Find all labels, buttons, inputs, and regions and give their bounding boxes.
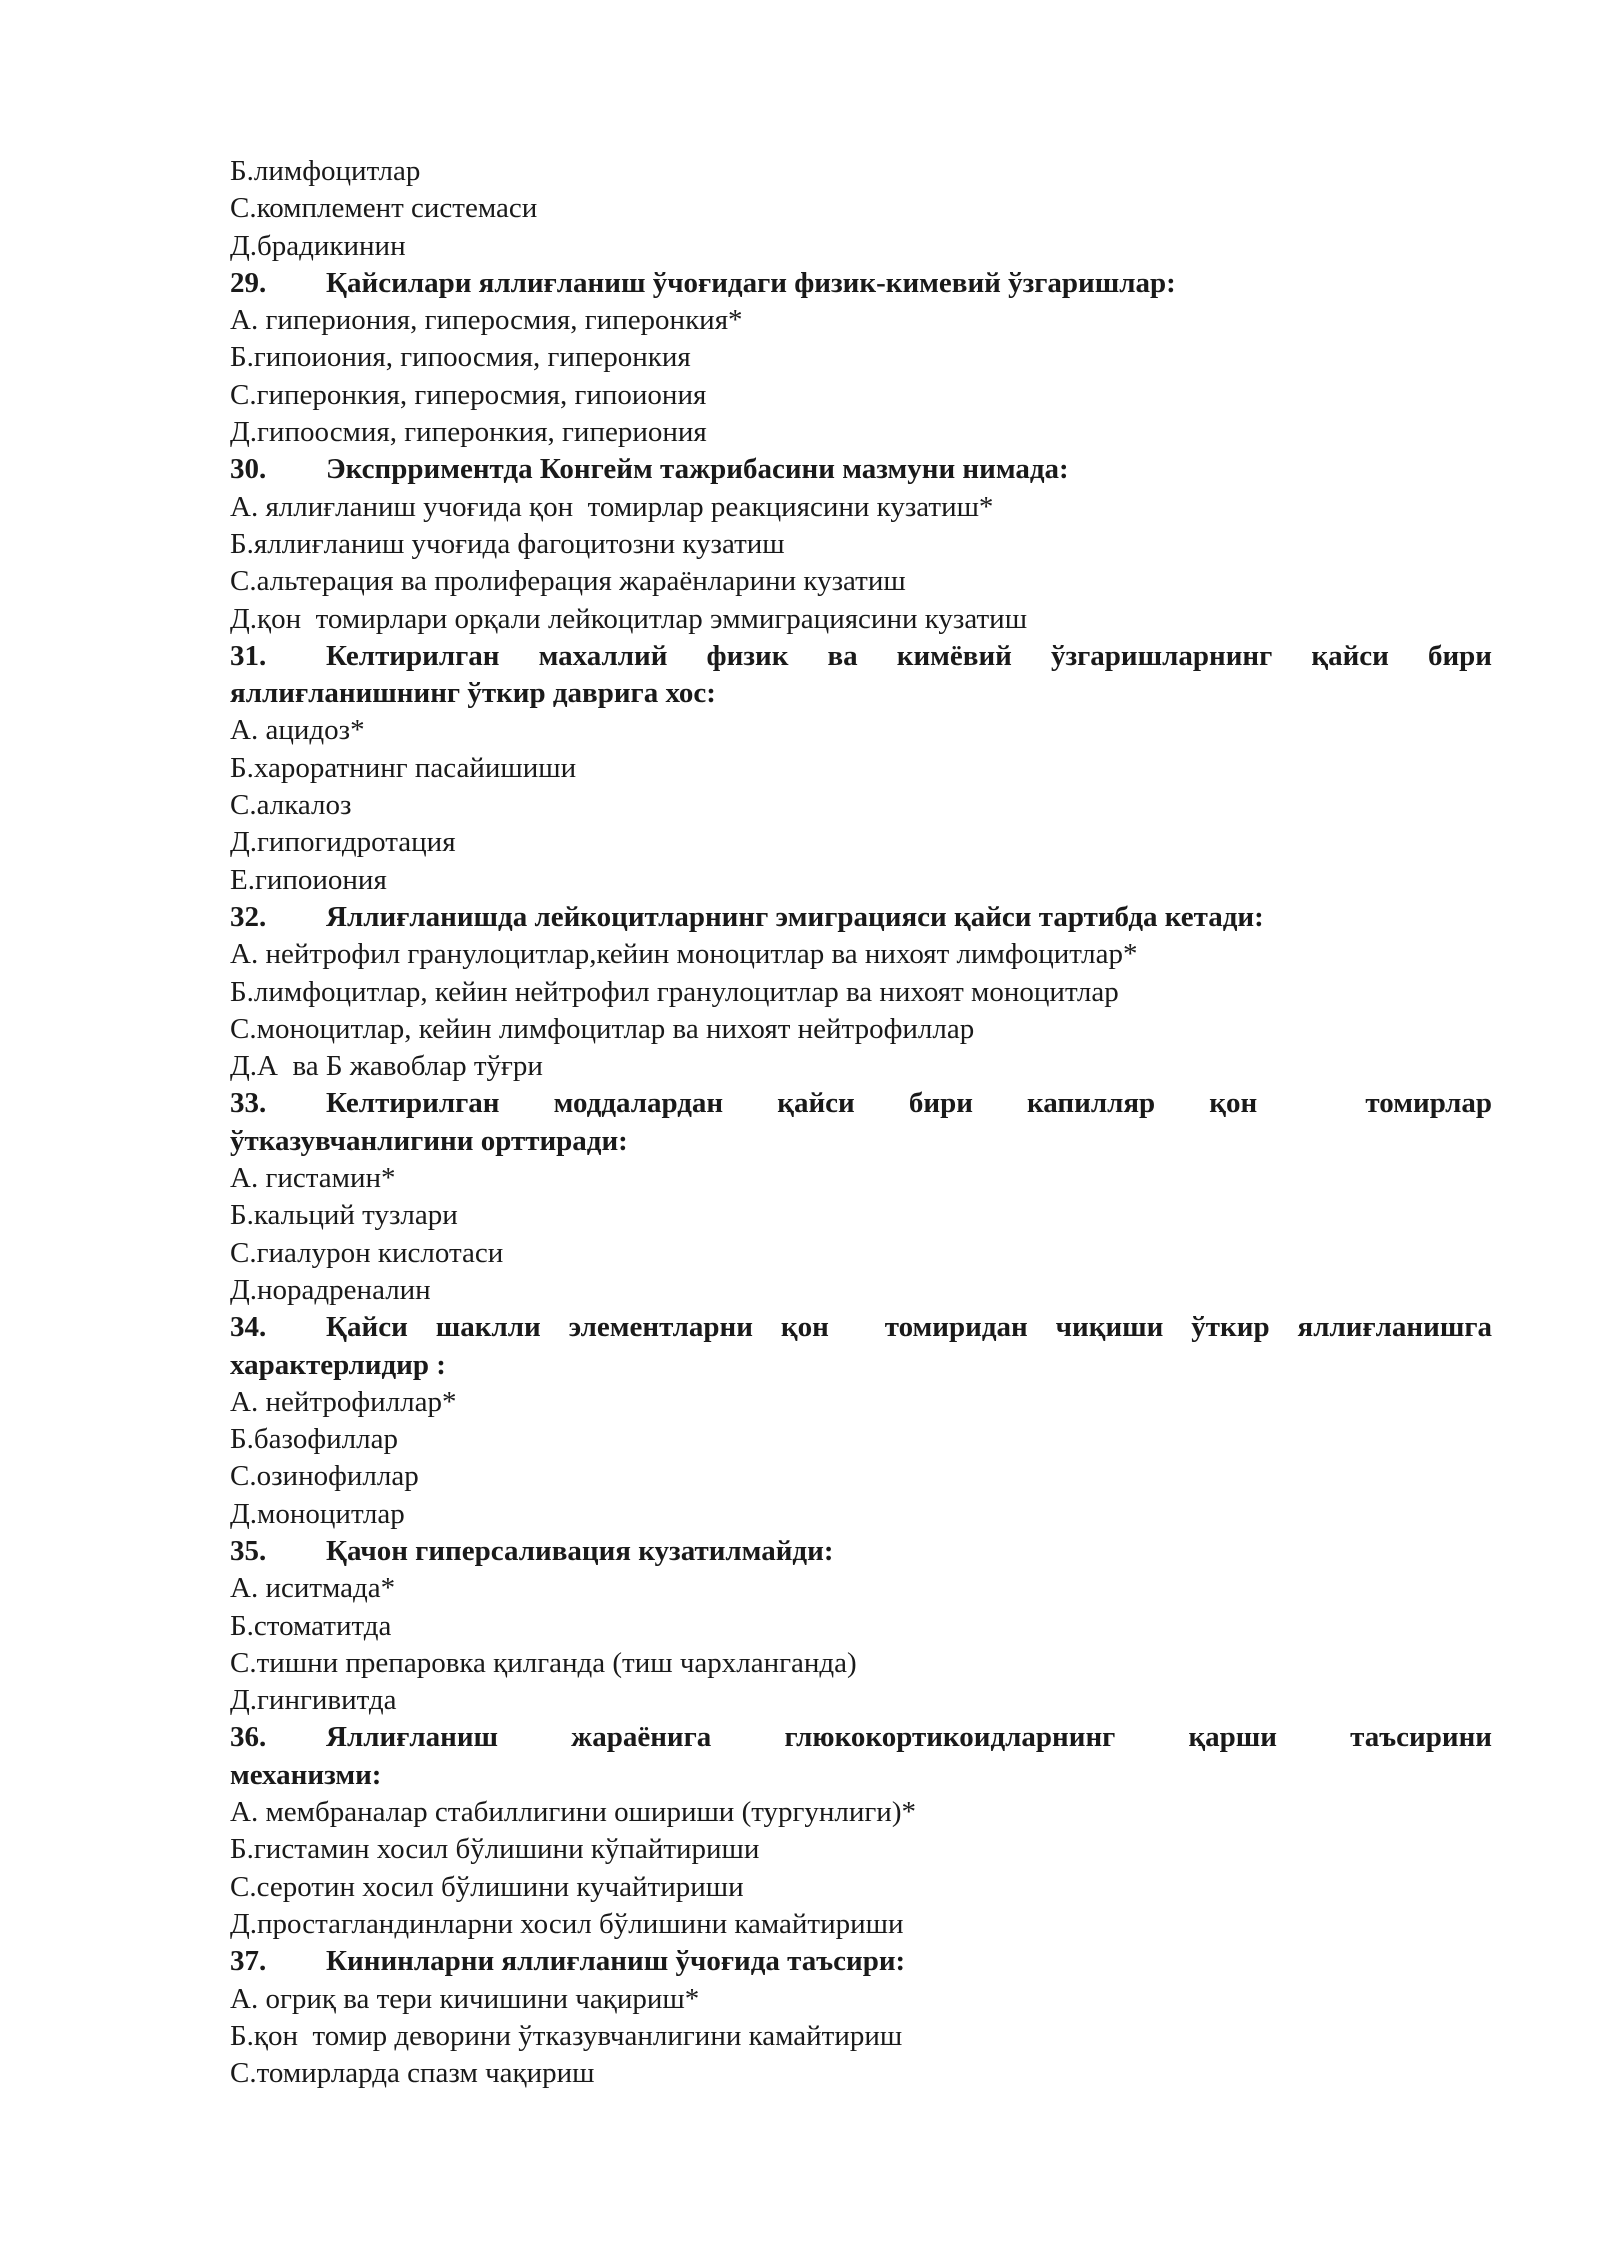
question-heading xyxy=(230,1719,1492,1756)
option: Б.яллиғланиш учоғида фагоцитозни кузатиш xyxy=(230,527,785,560)
option: Д.норадреналин xyxy=(230,1273,431,1306)
question-35 xyxy=(230,1533,1492,1570)
question-text: Экспрриментда Конгейм тажрибасини мазмуни нимада: xyxy=(326,453,1069,486)
question-29 xyxy=(230,265,1492,302)
option: Д.А ва Б жавоблар тўғри xyxy=(230,1050,543,1083)
option: А. нейтрофил гранулоцитлар,кейин моноцитлар ва нихоят лимфоцитлар* xyxy=(230,938,1138,971)
question-text-line-1: Келтирилган моддалардан қайси бири капилляр қон томирлар xyxy=(326,1087,1492,1120)
question-number: 33. xyxy=(230,1087,267,1120)
question-text-line-2: характерлидир : xyxy=(230,1348,446,1381)
option: Д.гипоосмия, гиперонкия, гипериония xyxy=(230,416,707,449)
option-b-lead: Б.лимфоцитлар xyxy=(230,155,421,187)
option: А. иситмада* xyxy=(230,1572,396,1605)
option: Д.простагландинларни хосил бўлишини камайтириши xyxy=(230,1907,904,1940)
question-number: 29. xyxy=(230,266,267,299)
option: С.моноцитлар, кейин лимфоцитлар ва нихоят нейтрофиллар xyxy=(230,1012,975,1045)
option: А. гипериония, гиперосмия, гиперонкия* xyxy=(230,304,743,337)
question-heading xyxy=(230,638,1492,675)
question-37 xyxy=(230,1943,1492,1980)
question-text: Қачон гиперсаливация кузатилмайди: xyxy=(326,1534,834,1567)
question-number: 34. xyxy=(230,1311,267,1344)
option: С.гиалурон кислотаси xyxy=(230,1236,504,1269)
question-heading xyxy=(230,1309,1492,1346)
option: С.алкалоз xyxy=(230,789,352,822)
question-30 xyxy=(230,451,1492,488)
option: С.серотин хосил бўлишини кучайтириши xyxy=(230,1870,744,1903)
option: Е.гипоиония xyxy=(230,863,387,896)
question-number: 30. xyxy=(230,453,267,486)
option: С.озинофиллар xyxy=(230,1460,419,1493)
option: А. яллиғланиш учоғида қон томирлар реакциясини кузатиш* xyxy=(230,490,994,523)
option: Д.қон томирлари орқали лейкоцитлар эммиграциясини кузатиш xyxy=(230,602,1028,635)
option-c-lead: С.комплемент системаси xyxy=(230,192,538,225)
option: А. ацидоз* xyxy=(230,714,365,747)
question-text-line-1: Яллиғланиш жараёнига глюкокортикоидларнинг қарши таъсирини xyxy=(326,1721,1492,1754)
question-text: Кининларни яллиғланиш ўчоғида таъсири: xyxy=(326,1945,906,1978)
option: Б.гипоиония, гипоосмия, гиперонкия xyxy=(230,341,691,374)
option: Д.гипогидротация xyxy=(230,826,456,859)
option: Б.гистамин хосил бўлишини кўпайтириши xyxy=(230,1833,760,1866)
option: Д.гингивитда xyxy=(230,1684,397,1717)
option: А. нейтрофиллар* xyxy=(230,1385,457,1418)
option: А. мембраналар стабиллигини ошириши (тургунлиги)* xyxy=(230,1796,916,1829)
question-number: 35. xyxy=(230,1534,267,1567)
question-33 xyxy=(230,1085,1492,1160)
question-text: Қайсилари яллиғланиш ўчоғидаги физик-кимевий ўзгаришлар: xyxy=(326,266,1176,299)
question-text-line-2: механизми: xyxy=(230,1758,382,1791)
question-text-line-2: яллиғланишнинг ўткир даврига хос: xyxy=(230,677,716,710)
document-content xyxy=(230,153,1492,2092)
question-32 xyxy=(230,899,1492,936)
option: С.томирларда спазм чақириш xyxy=(230,2057,595,2090)
option: С.альтерация ва пролиферация жараёнларини кузатиш xyxy=(230,565,906,598)
question-heading xyxy=(230,1085,1492,1122)
option: Д.моноцитлар xyxy=(230,1497,405,1530)
option: С.тишни препаровка қилганда (тиш чархланганда) xyxy=(230,1646,857,1679)
question-number: 36. xyxy=(230,1721,267,1754)
question-36 xyxy=(230,1719,1492,1794)
option: С.гиперонкия, гиперосмия, гипоиония xyxy=(230,378,707,411)
option: Б.базофиллар xyxy=(230,1423,398,1456)
question-text-line-2: ўтказувчанлигини орттиради: xyxy=(230,1124,628,1157)
option: Б.қон томир деворини ўтказувчанлигини камайтириш xyxy=(230,2019,903,2052)
option-d-lead: Д.брадикинин xyxy=(230,229,406,262)
option: Б.хароратнинг пасайишиши xyxy=(230,751,577,784)
question-text: Яллиғланишда лейкоцитларнинг эмиграцияси қайси тартибда кетади: xyxy=(326,900,1264,933)
question-31 xyxy=(230,638,1492,713)
question-text-line-1: Қайси шаклли элементларни қон томиридан чиқиши ўткир яллиғланишга xyxy=(326,1311,1492,1344)
question-text-line-1: Келтирилган махаллий физик ва кимёвий ўзгаришларнинг қайси бири xyxy=(326,639,1492,672)
question-number: 32. xyxy=(230,900,267,933)
option: А. гистамин* xyxy=(230,1162,396,1195)
option: Б.лимфоцитлар, кейин нейтрофил гранулоцитлар ва нихоят моноцитлар xyxy=(230,975,1119,1008)
question-number: 31. xyxy=(230,639,267,672)
option: Б.стоматитда xyxy=(230,1609,392,1642)
question-34 xyxy=(230,1309,1492,1384)
option: Б.кальций тузлари xyxy=(230,1199,458,1232)
question-number: 37. xyxy=(230,1945,267,1978)
option: А. огриқ ва тери кичишини чақириш* xyxy=(230,1982,700,2015)
